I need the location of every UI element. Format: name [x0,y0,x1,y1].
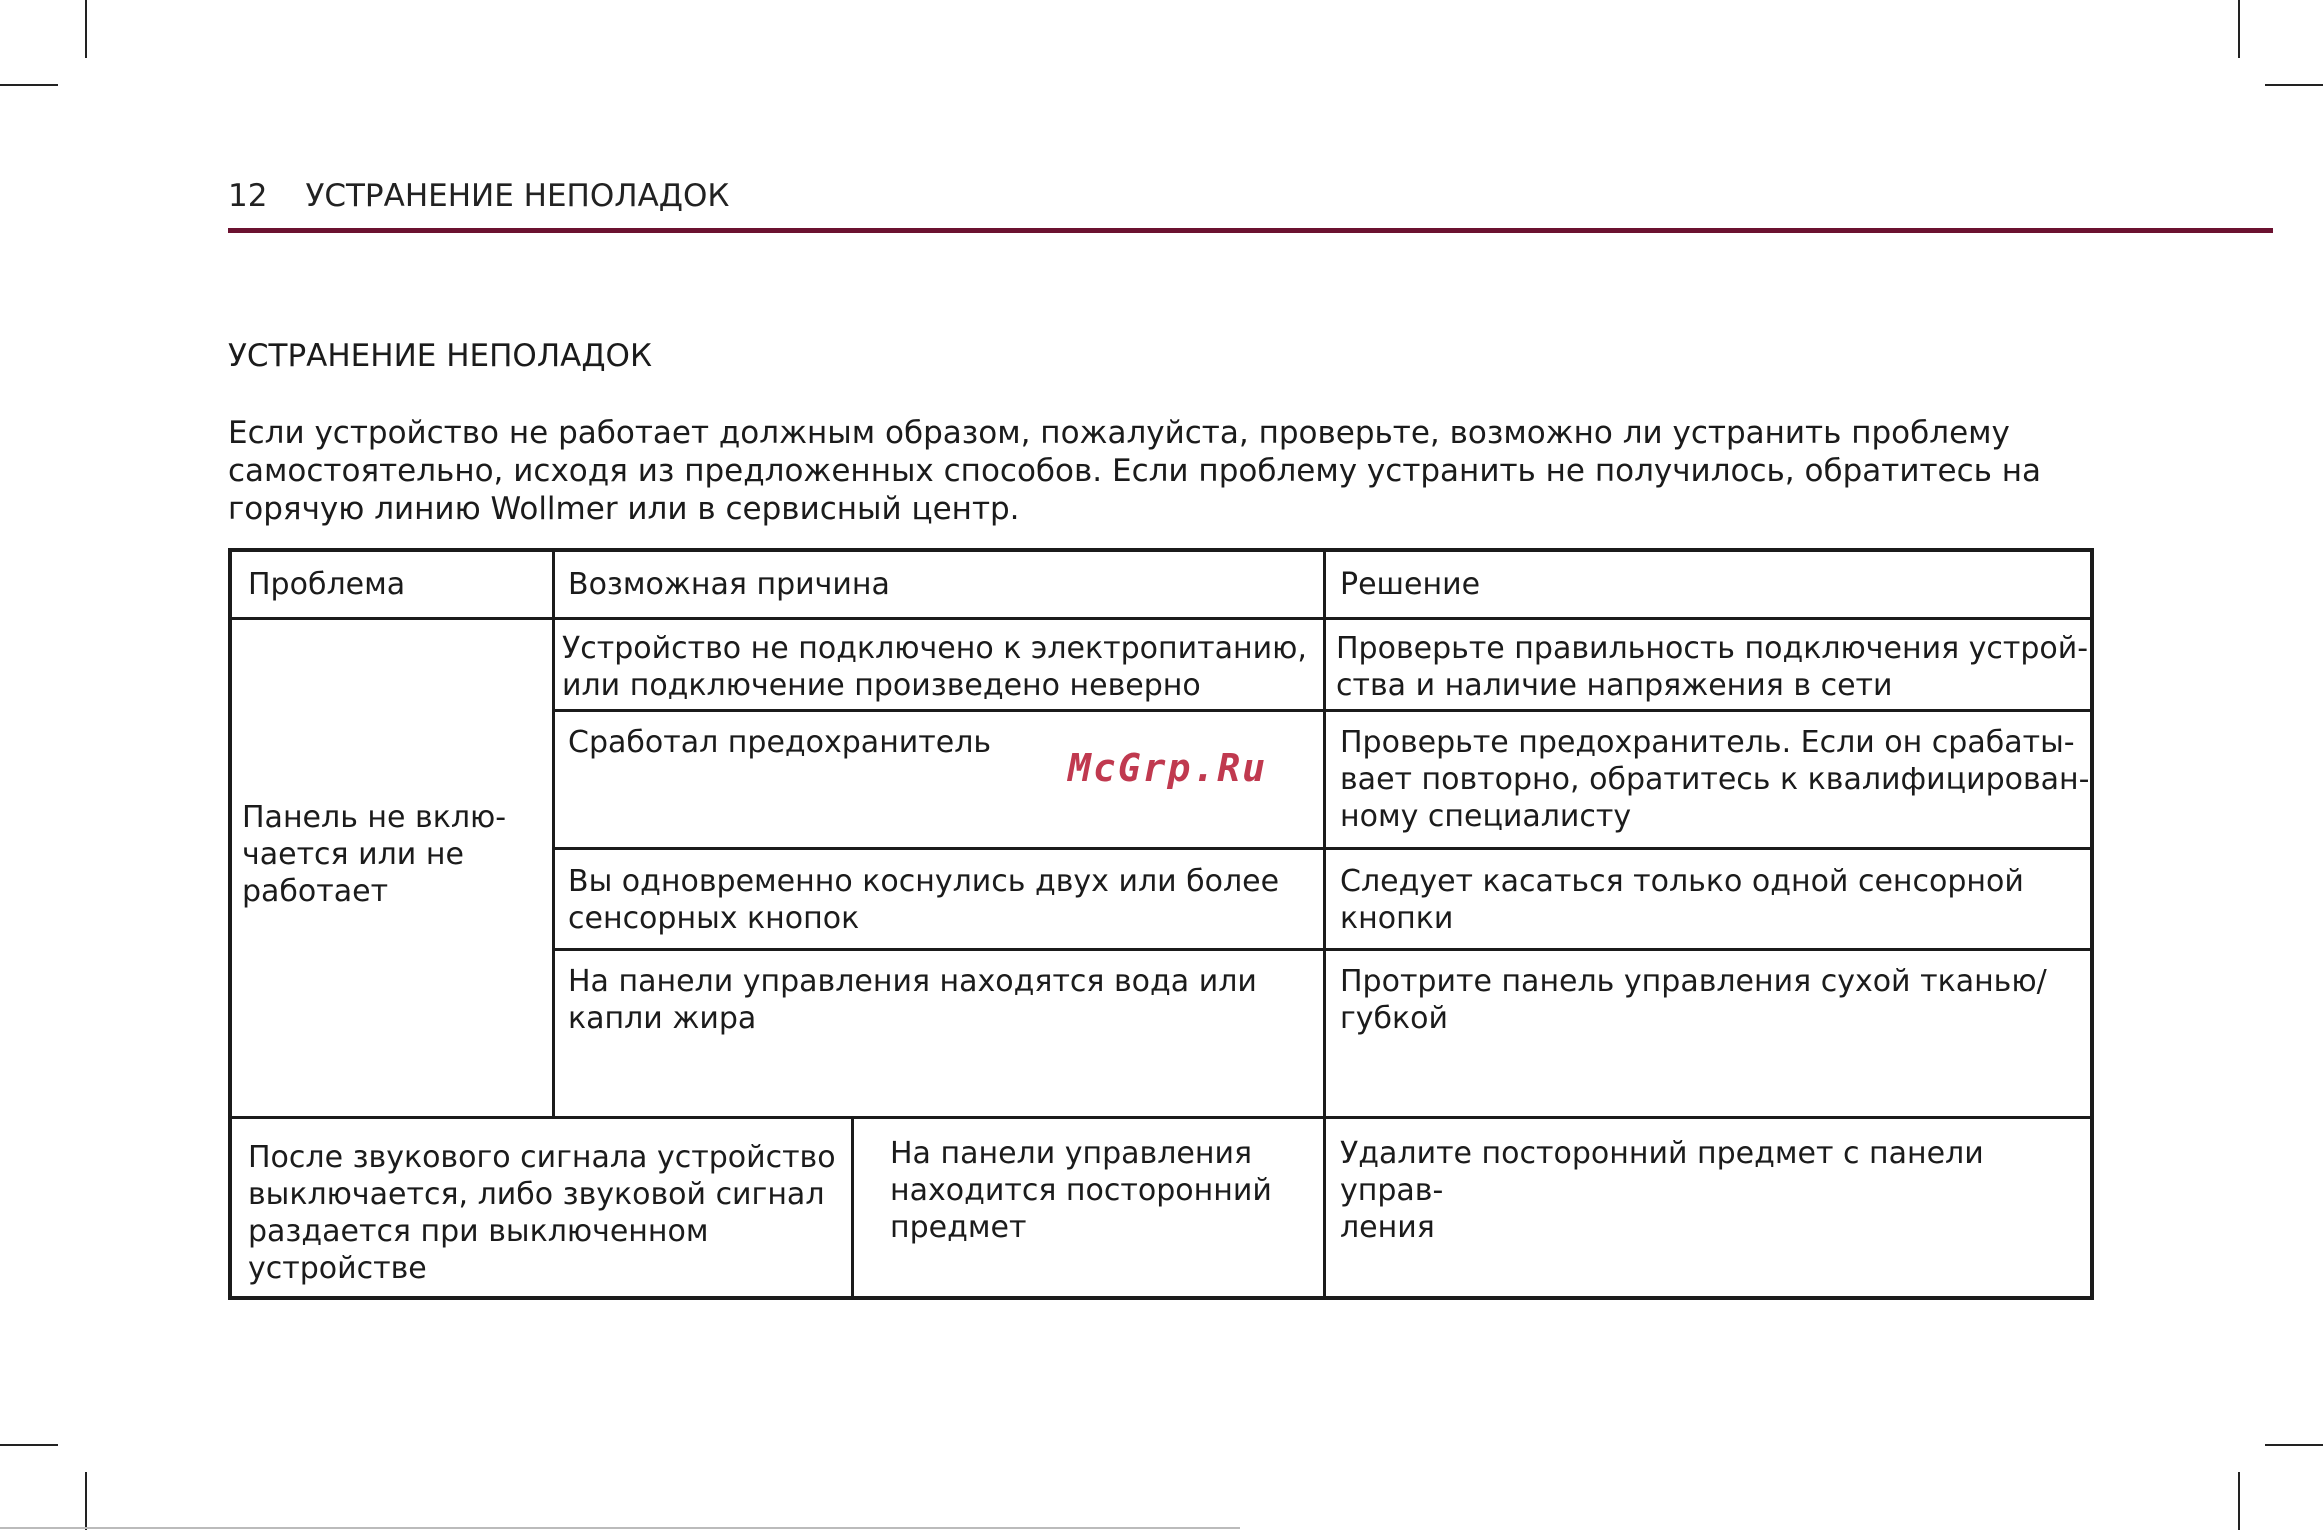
solution-cell: Удалите посторонний предмет с панели управ- ления [1340,1136,1984,1245]
solution-cell: Проверьте правильность подключения устрой- ства и наличие напряжения в сети [1336,631,2089,703]
crop-mark [0,1444,58,1446]
crop-mark [0,84,58,86]
crop-mark [85,0,87,58]
table-grid-line [552,552,555,1117]
table-grid-line [851,1117,854,1296]
cause-cell: Устройство не подключено к электропитанию, или подключение произведено неверно [562,631,1307,703]
problem-cell: После звукового сигнала устройство выключается, либо звуковой сигнал раздается при выключенном устройстве [248,1140,836,1286]
problem-cell: Панель не вклю- чается или не работает [242,800,507,909]
crop-mark [2265,1444,2323,1446]
watermark-logo: McGrp.Ru [1068,746,1268,790]
cause-cell: Вы одновременно коснулись двух или более сенсорных кнопок [568,864,1280,936]
cause-cell: На панели управления находятся вода или капли жира [568,964,1257,1036]
intro-paragraph: Если устройство не работает должным образом, пожалуйста, проверьте, возможно ли устранить проблему самостоятельно, исходя из предложенных способов. Если проблему устранить не получилось, обратитесь на горячую линию Wollmer или в сервисный центр. [228,415,2042,527]
table-grid-line [552,709,2090,712]
cause-cell: На панели управления находится посторонний предмет [890,1136,1272,1245]
section-title: УСТРАНЕНИЕ НЕПОЛАДОК [228,338,652,374]
table-grid-line [232,617,2090,620]
troubleshooting-table [228,548,2094,1300]
header-title: УСТРАНЕНИЕ НЕПОЛАДОК [305,178,730,214]
table-grid-line [1323,552,1326,1296]
header-solution: Решение [1340,567,1481,602]
solution-cell: Проверьте предохранитель. Если он срабаты- вает повторно, обратитесь к квалифицирован- ному специалисту [1340,725,2090,834]
table-grid-line [552,948,2090,951]
table-grid-line [232,1116,2090,1119]
cause-cell: Сработал предохранитель [568,725,992,760]
crop-mark [2238,0,2240,58]
crop-mark [2238,1472,2240,1530]
header-problem: Проблема [248,567,406,602]
header-cause: Возможная причина [568,567,890,602]
footer-divider [0,1527,1240,1529]
solution-cell: Следует касаться только одной сенсорной кнопки [1340,864,2024,936]
table-grid-line [552,847,2090,850]
solution-cell: Протрите панель управления сухой тканью/ губкой [1340,964,2047,1036]
crop-mark [85,1472,87,1530]
page-number: 12 [228,178,268,214]
crop-mark [2265,84,2323,86]
header-divider [228,228,2273,233]
page-header [228,178,729,214]
